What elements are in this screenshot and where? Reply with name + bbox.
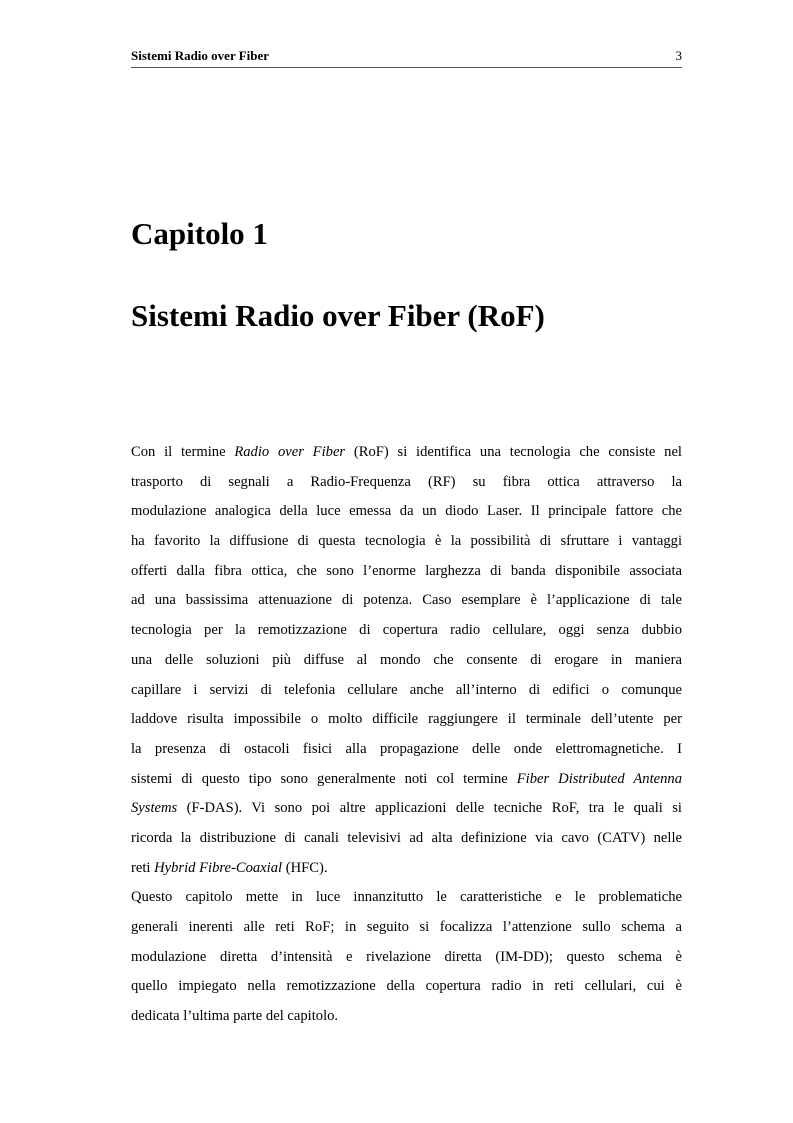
page-header [131,47,682,68]
text-line: laddove risulta impossibile o molto difficile raggiungere il terminale dell’utente per [131,711,682,728]
emphasis-term: Fiber Distributed Antenna [516,770,682,787]
text-line: generali inerenti alle reti RoF; in seguito si focalizza l’attenzione sullo schema a [131,919,682,935]
running-title: Sistemi Radio over Fiber [131,48,270,63]
text-line: offerti dalla fibra ottica, che sono l’enorme larghezza di banda disponibile associata [131,562,682,579]
text-line: modulazione diretta d’intensità e rivelazione diretta (IM-DD); questo schema è [131,948,682,965]
chapter-title: Sistemi Radio over Fiber (RoF) [131,298,545,333]
text-line: ad una bassissima attenuazione di potenza. Caso esemplare è l’applicazione di tale [131,592,682,609]
emphasis-term: Hybrid Fibre-Coaxial [154,859,283,876]
body-text [131,438,682,1032]
text-line [131,854,682,884]
text-line: dedicata l’ultima parte del capitolo. [131,1008,339,1025]
text-line: quello impiegato nella remotizzazione della copertura radio in reti cellulari, cui è [131,978,682,995]
text-run: Con il termine [131,444,235,460]
text-run: (RoF) si identifica una tecnologia che consiste nel [345,444,682,460]
text-line: modulazione analogica della luce emessa da un diodo Laser. Il principale fattore che [131,503,682,520]
text-run: (HFC). [282,859,328,876]
text-line: trasporto di segnali a Radio-Frequenza (RF) su fibra ottica attraverso la [131,473,682,490]
text-run: reti [131,859,155,876]
emphasis-term: Systems [131,800,178,817]
page-number: 3 [675,48,682,63]
paragraph-2 [131,883,682,1031]
text-line: capillare i servizi di telefonia cellulare anche all’interno di edifici o comunque [131,681,682,698]
text-run: sistemi di questo tipo sono generalmente noti col termine [131,770,517,787]
text-line [131,438,682,468]
text-line: ha favorito la diffusione di questa tecnologia è la possibilità di sfruttare i vantaggi [131,533,682,550]
text-line: la presenza di ostacoli fisici alla propagazione delle onde elettromagnetiche. I [131,740,682,757]
text-line [131,794,682,824]
text-line [131,765,682,795]
paragraph-1 [131,438,682,883]
text-run: (F-DAS). Vi sono poi altre applicazioni delle tecniche RoF, tra le quali si [177,800,682,817]
text-line: tecnologia per la remotizzazione di copertura radio cellulare, oggi senza dubbio [131,622,682,639]
text-line: una delle soluzioni più diffuse al mondo che consente di erogare in maniera [131,651,682,668]
text-line: ricorda la distribuzione di canali televisivi ad alta definizione via cavo (CATV) nelle [131,829,682,846]
text-line: Questo capitolo mette in luce innanzitutto le caratteristiche e le problematiche [131,889,682,906]
emphasis-term: Radio over Fiber [234,444,346,460]
chapter-label: Capitolo 1 [131,216,268,251]
